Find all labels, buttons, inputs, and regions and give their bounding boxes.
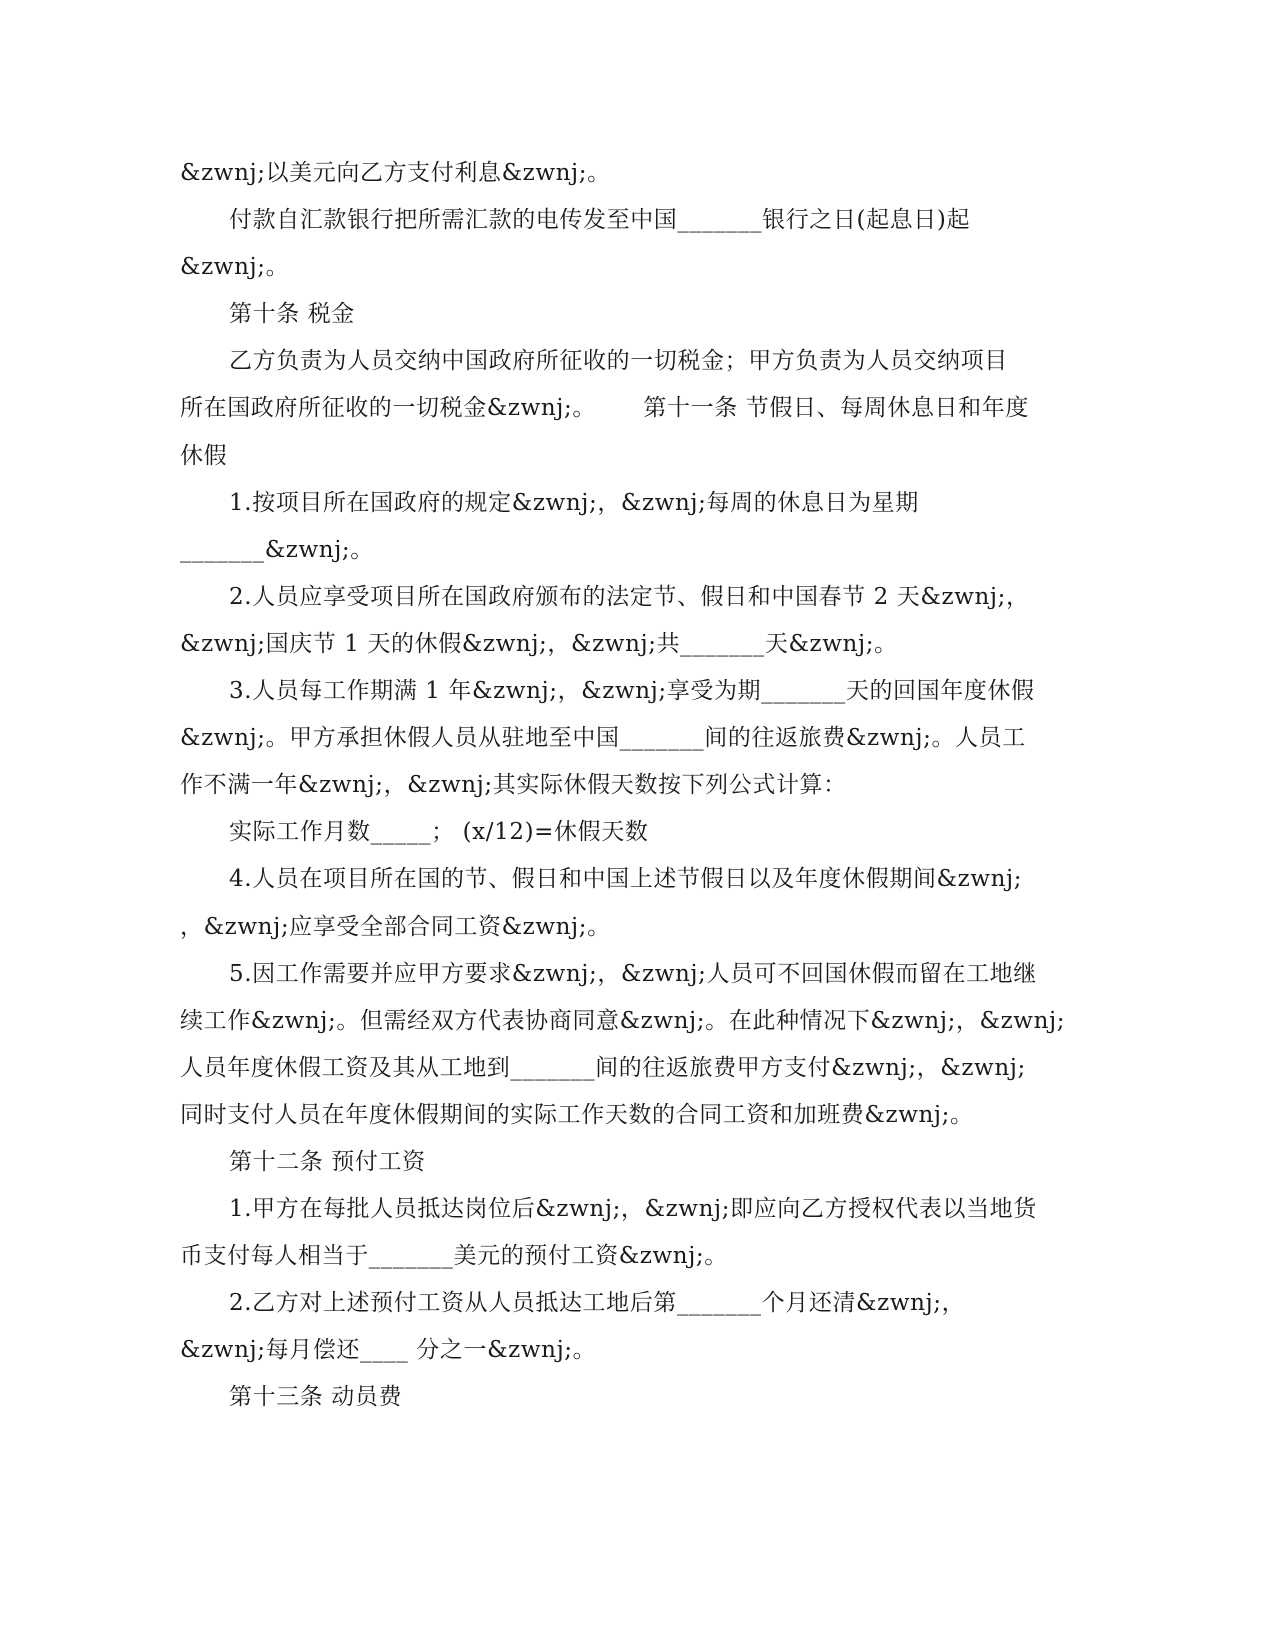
text-line: &zwnj;以美元向乙方支付利息&zwnj;。 <box>180 160 611 186</box>
text-line: 作不满一年&zwnj;，&zwnj;其实际休假天数按下列公式计算： <box>180 772 847 799</box>
text-line: 所在国政府所征收的一切税金&zwnj;。 第十一条 节假日、每周休息日和年度 <box>180 395 1029 422</box>
text-line: &zwnj;国庆节 1 天的休假&zwnj;，&zwnj;共_______天&zwnj;。 <box>180 630 898 657</box>
text-line: 2.乙方对上述预付工资从人员抵达工地后第_______个月还清&zwnj;， <box>229 1290 966 1317</box>
text-line: 3.人员每工作期满 1 年&zwnj;，&zwnj;享受为期_______天的回国年度休假 <box>229 678 1035 705</box>
document-body <box>180 150 1066 1422</box>
section-heading: 第十三条 动员费 <box>229 1384 403 1411</box>
text-line: 乙方负责为人员交纳中国政府所征收的一切税金；甲方负责为人员交纳项目 <box>229 348 1008 375</box>
text-line: 续工作&zwnj;。但需经双方代表协商同意&zwnj;。在此种情况下&zwnj;，&zwnj; <box>180 1007 1066 1034</box>
formula-line: 实际工作月数_____； (x/12)=休假天数 <box>229 819 649 846</box>
text-line: &zwnj;。甲方承担休假人员从驻地至中国_______间的往返旅费&zwnj;。人员工 <box>180 725 1026 752</box>
text-line: 休假 <box>180 442 228 469</box>
text-line: &zwnj;每月偿还____ 分之一&zwnj;。 <box>180 1337 597 1364</box>
text-line: 付款自汇款银行把所需汇款的电传发至中国_______银行之日(起息日)起 <box>229 207 971 234</box>
text-line: 人员年度休假工资及其从工地到_______间的往返旅费甲方支付&zwnj;，&zwnj; <box>180 1054 1026 1081</box>
text-line: _______&zwnj;。 <box>180 536 374 563</box>
text-line: 1.甲方在每批人员抵达岗位后&zwnj;，&zwnj;即应向乙方授权代表以当地货 <box>229 1196 1037 1223</box>
text-line: 5.因工作需要并应甲方要求&zwnj;，&zwnj;人员可不回国休假而留在工地继 <box>229 960 1037 987</box>
text-line: 1.按项目所在国政府的规定&zwnj;，&zwnj;每周的休息日为星期 <box>229 489 919 516</box>
text-line: 币支付每人相当于_______美元的预付工资&zwnj;。 <box>180 1243 728 1270</box>
text-line: 2.人员应享受项目所在国政府颁布的法定节、假日和中国春节 2 天&zwnj;， <box>229 583 1030 610</box>
section-heading: 第十条 税金 <box>229 301 355 328</box>
text-line: 同时支付人员在年度休假期间的实际工作天数的合同工资和加班费&zwnj;。 <box>180 1101 974 1128</box>
text-line: ，&zwnj;应享受全部合同工资&zwnj;。 <box>180 913 611 940</box>
text-line: &zwnj;。 <box>180 254 290 281</box>
section-heading: 第十二条 预付工资 <box>229 1148 426 1175</box>
text-line: 4.人员在项目所在国的节、假日和中国上述节假日以及年度休假期间&zwnj; <box>229 866 1023 893</box>
